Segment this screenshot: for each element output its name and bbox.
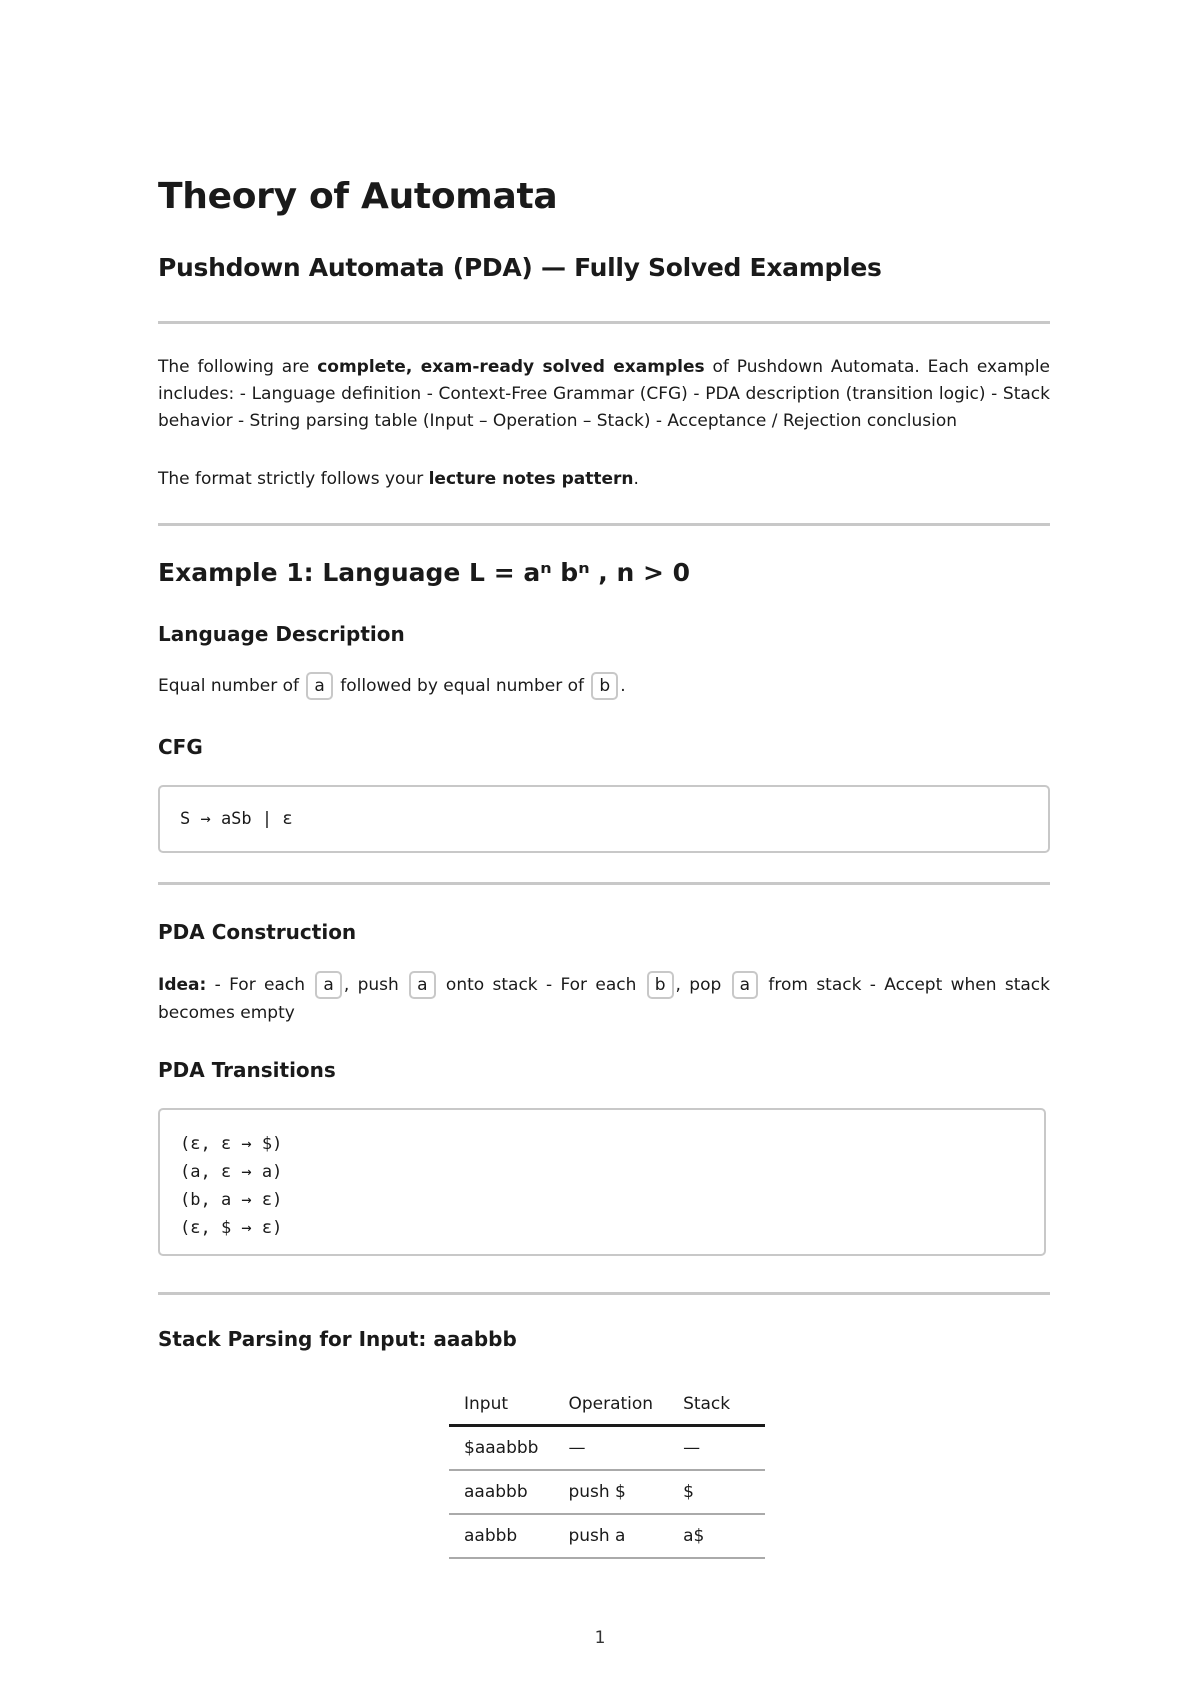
idea-text: , pop	[675, 975, 730, 995]
inline-code: b	[591, 672, 618, 700]
table-cell: $aaabbb	[449, 1426, 553, 1471]
stack-parsing-heading: Stack Parsing for Input: aaabbb	[158, 1327, 517, 1351]
cfg-code-block	[158, 785, 1050, 853]
code-line: (ε, $ → ε)	[180, 1218, 283, 1238]
intro-text-end: of Pushdown Automata. Each example includes: - Language definition - Context-Free Grammar (CFG) - PDA description (transition logic) - Stack behavior - String parsing table (Input – Operation – Stack) - Acceptance / Rejection conclusion	[158, 357, 1050, 431]
pda-construction-heading: PDA Construction	[158, 920, 357, 944]
code-line: (a, ε → a)	[180, 1162, 283, 1182]
inline-code: a	[306, 672, 332, 700]
idea-text: , push	[343, 975, 408, 995]
page-title: Theory of Automata	[158, 176, 558, 217]
page-number: 1	[594, 1628, 606, 1648]
inline-code: a	[409, 971, 435, 999]
intro-text-start: The following are	[158, 357, 318, 377]
table-cell: —	[668, 1426, 765, 1471]
divider	[158, 523, 1050, 526]
format-paragraph	[158, 466, 639, 493]
intro-paragraph	[158, 354, 1050, 435]
column-header: Input	[449, 1384, 553, 1426]
transitions-code-block	[158, 1108, 1046, 1256]
table-cell: aabbb	[449, 1514, 553, 1558]
table-row	[449, 1514, 765, 1558]
format-bold-text: lecture notes pattern	[428, 469, 634, 489]
page-subtitle: Pushdown Automata (PDA) — Fully Solved Examples	[158, 253, 882, 282]
code-line: (b, a → ε)	[180, 1190, 283, 1210]
code-line: (ε, ε → $)	[180, 1134, 283, 1154]
idea-text: from stack - Accept when stack becomes empty	[158, 975, 1050, 1023]
idea-text: onto stack - For each	[437, 975, 645, 995]
table-cell: —	[553, 1426, 668, 1471]
format-text-start: The format strictly follows your	[158, 469, 429, 489]
desc-text: followed by equal number of	[334, 676, 590, 696]
table-cell: push a	[553, 1514, 668, 1558]
table-cell: push $	[553, 1470, 668, 1514]
table-row	[449, 1426, 765, 1471]
language-description	[158, 672, 626, 700]
intro-bold-text: complete, exam-ready solved examples	[317, 357, 705, 377]
idea-text: - For each	[206, 975, 314, 995]
desc-text: Equal number of	[158, 676, 305, 696]
pda-transitions-heading: PDA Transitions	[158, 1058, 336, 1082]
column-header: Operation	[553, 1384, 668, 1426]
parsing-table	[449, 1384, 765, 1559]
divider	[158, 321, 1050, 324]
cfg-heading: CFG	[158, 735, 203, 759]
divider	[158, 1292, 1050, 1295]
table-cell: $	[668, 1470, 765, 1514]
format-text-end: .	[633, 469, 639, 489]
example-heading: Example 1: Language L = aⁿ bⁿ , n > 0	[158, 558, 691, 587]
idea-paragraph	[158, 971, 1050, 1027]
table-header-row	[449, 1384, 765, 1426]
idea-label: Idea:	[158, 975, 207, 995]
table-cell: aaabbb	[449, 1470, 553, 1514]
inline-code: a	[315, 971, 341, 999]
language-description-heading: Language Description	[158, 622, 405, 646]
inline-code: a	[732, 971, 758, 999]
table-cell: a$	[668, 1514, 765, 1558]
divider	[158, 882, 1050, 885]
desc-text: .	[620, 676, 626, 696]
table-row	[449, 1470, 765, 1514]
column-header: Stack	[668, 1384, 765, 1426]
code-line: S → aSb | ε	[180, 809, 293, 829]
inline-code: b	[647, 971, 674, 999]
